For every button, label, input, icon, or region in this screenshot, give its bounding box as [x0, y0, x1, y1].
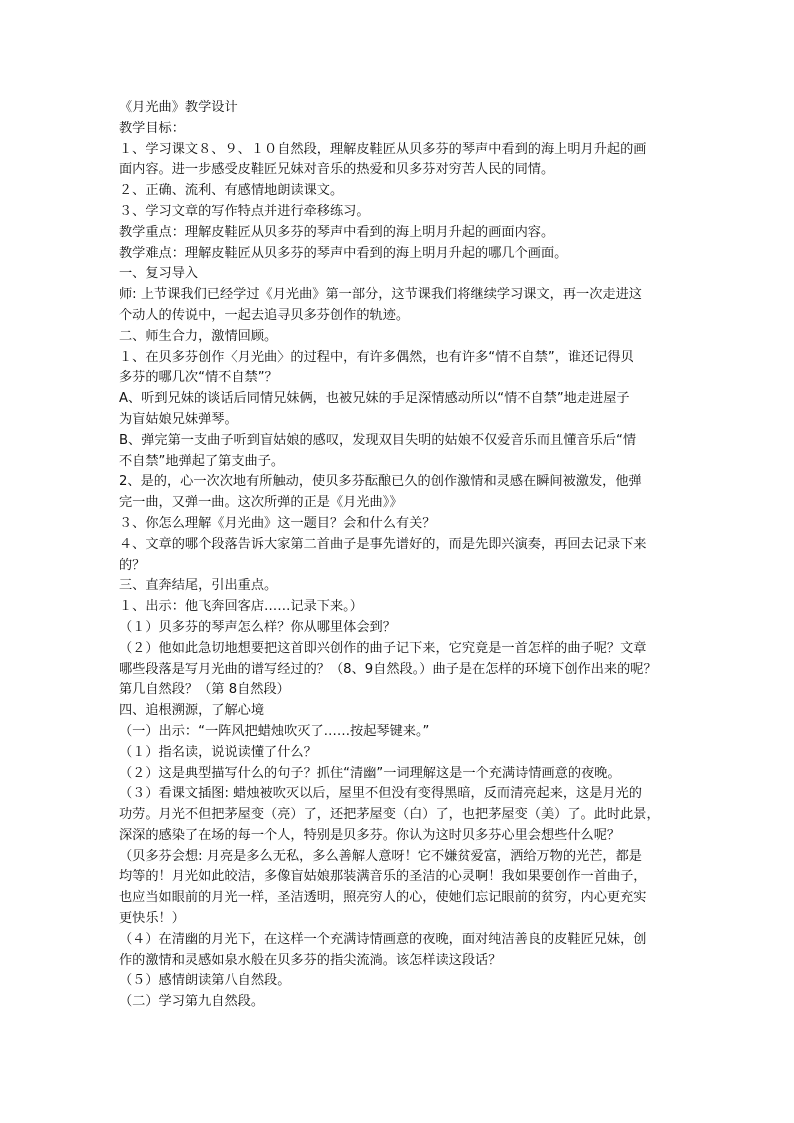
text-line: １、出示：他飞奔回客店……记录下来。） [119, 599, 363, 615]
text-line: １、在贝多芬创作〈月光曲〉的过程中，有许多偶然，也有许多“情不自禁”，谁还记得贝 [119, 349, 634, 365]
text-line: 也应当如眼前的月光一样，圣洁透明，照亮穷人的心，使她们忘记眼前的贫穷，内心更充实 [119, 890, 647, 906]
text-line: B、弹完第一支曲子听到盲姑娘的感叹，发现双目失明的姑娘不仅爱音乐而且懂音乐后“情 [119, 432, 637, 448]
text-line: １、学习课文８、９、１０自然段，理解皮鞋匠从贝多芬的琴声中看到的海上明月升起的画 [119, 141, 647, 157]
text-line: 均等的！月光如此皎洁，多像盲姑娘那装满音乐的圣洁的心灵啊！我如果要创作一首曲子， [119, 869, 647, 885]
text-line: （二）学习第九自然段。 [119, 994, 265, 1010]
text-line: 完一曲，又弹一曲。这次所弹的正是《月光曲》》 [119, 495, 403, 511]
text-line: （一）出示：“一阵风把蜡烛吹灭了……按起琴键来。” [119, 723, 430, 739]
text-line: （１）贝多芬的琴声怎么样？你从哪里体会到？ [119, 619, 396, 635]
text-line: 一、复习导入 [119, 266, 199, 282]
text-line: 更快乐！） [119, 911, 185, 927]
text-line: 深深的感染了在场的每一个人，特别是贝多芬。你认为这时贝多芬心里会想些什么呢？ [119, 827, 621, 843]
text-line: 的？ [119, 557, 146, 573]
text-line: （４）在清幽的月光下，在这样一个充满诗情画意的夜晚，面对纯洁善良的皮鞋匠兄妹，创 [119, 931, 647, 947]
text-line: （２）他如此急切地想要把这首即兴创作的曲子记下来，它究竟是一首怎样的曲子呢？文章 [119, 640, 647, 656]
text-line: 二、师生合力，激情回顾。 [119, 328, 278, 344]
text-line: （２）这是典型描写什么的句子？抓住“清幽”一词理解这是一个充满诗情画意的夜晚。 [119, 765, 621, 781]
text-line: A、听到兄妹的谈话后同情兄妹俩，也被兄妹的手足深情感动所以“情不自禁”地走进屋子 [119, 391, 630, 407]
text-line: （贝多芬会想: 月亮是多么无私，多么善解人意呀！它不嫌贫爱富，洒给万物的光芒，都是 [119, 848, 642, 864]
text-line: 哪些段落是写月光曲的谱写经过的？（8、9自然段。）曲子是在怎样的环境下创作出来的呢？ [119, 661, 657, 677]
text-line: ４、文章的哪个段落告诉大家第二首曲子是事先谱好的，而是先即兴演奏，再回去记录下来 [119, 536, 647, 552]
text-line: 作的激情和灵感如泉水般在贝多芬的指尖流淌。该怎样读这段话？ [119, 952, 502, 968]
text-line: 不自禁”地弹起了第支曲子。 [119, 453, 285, 469]
text-line: 功劳。月光不但把茅屋变（亮）了，还把茅屋变（白）了，也把茅屋变（美）了。此时此景， [119, 807, 660, 823]
text-line: ３、你怎么理解《月光曲》这一题目？会和什么有关？ [119, 515, 436, 531]
text-line: 第几自然段？（第 8自然段） [119, 682, 290, 698]
text-line: 三、直奔结尾，引出重点。 [119, 578, 278, 594]
text-line: 2、是的，心一次次地有所触动，使贝多芬酝酿已久的创作激情和灵感在瞬间被激发，他弹 [119, 474, 642, 490]
text-line: 个动人的传说中，一起去追寻贝多芬创作的轨迹。 [119, 307, 410, 323]
text-line: ２、正确、流利、有感情地朗读课文。 [119, 183, 344, 199]
text-line: （５）感情朗读第八自然段。 [119, 973, 291, 989]
text-line: （３）看课文插图: 蜡烛被吹灭以后，屋里不但没有变得黑暗，反而清亮起来，这是月光的 [119, 786, 642, 802]
text-line: ３、学习文章的写作特点并进行牵移练习。 [119, 203, 370, 219]
text-line: 四、追根溯源，了解心境 [119, 703, 265, 719]
text-line: 教学重点：理解皮鞋匠从贝多芬的琴声中看到的海上明月升起的画面内容。 [119, 224, 555, 240]
text-line: 为盲姑娘兄妹弹琴。 [119, 411, 238, 427]
text-line: 师: 上节课我们已经学过《月光曲》第一部分，这节课我们将继续学习课文，再一次走进这 [119, 287, 642, 303]
text-line: （１）指名读，说说读懂了什么？ [119, 744, 317, 760]
document-page [119, 98, 679, 1013]
text-line: 《月光曲》教学设计 [119, 100, 238, 115]
text-line: 面内容。进一步感受皮鞋匠兄妹对音乐的热爱和贝多芬对穷苦人民的同情。 [119, 162, 555, 178]
text-line: 教学目标： [119, 120, 185, 136]
text-line: 教学难点：理解皮鞋匠从贝多芬的琴声中看到的海上明月升起的哪几个画面。 [119, 245, 568, 261]
text-line: 多芬的哪几次“情不自禁”？ [119, 370, 278, 386]
